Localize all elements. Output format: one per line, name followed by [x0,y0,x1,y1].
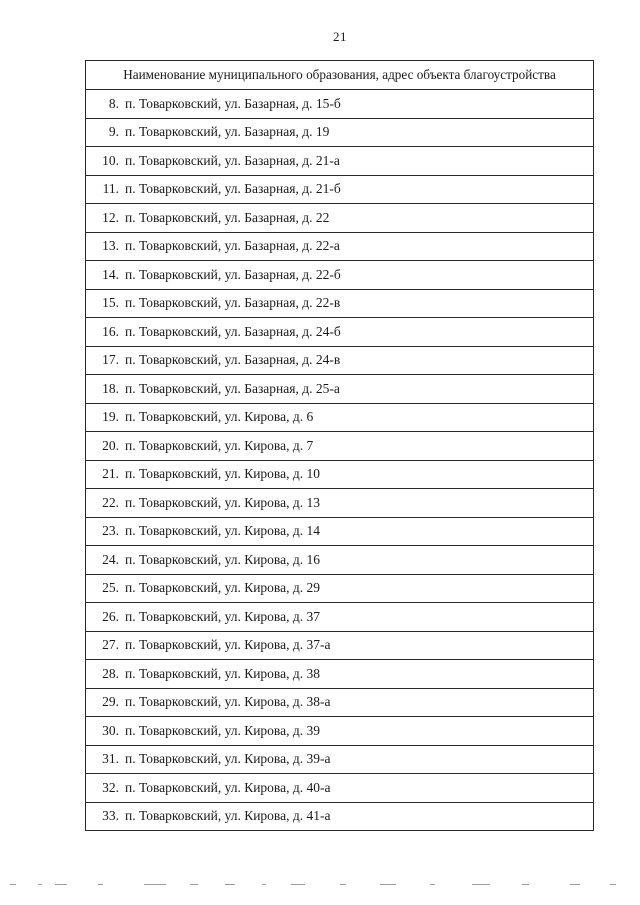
table-row [86,546,594,575]
table-cell [86,717,594,746]
table-row [86,660,594,689]
table-header-row [86,61,594,90]
address-table-container [85,60,594,831]
table-cell [86,261,594,290]
row-number: 20. [102,437,119,453]
row-number: 30. [102,722,119,738]
row-number: 19. [102,409,119,425]
table-cell [86,375,594,404]
row-number: 17. [102,352,119,368]
table-row [86,745,594,774]
row-number: 23. [102,523,119,539]
row-address: п. Товарковский, ул. Кирова, д. 7 [125,437,314,453]
table-cell [86,574,594,603]
row-address: п. Товарковский, ул. Базарная, д. 19 [125,124,330,140]
table-row [86,318,594,347]
table-row [86,631,594,660]
table-cell [86,147,594,176]
table-row [86,774,594,803]
row-address: п. Товарковский, ул. Базарная, д. 24-б [125,323,341,339]
row-address: п. Товарковский, ул. Кирова, д. 39-а [125,751,331,767]
table-row [86,517,594,546]
table-row [86,432,594,461]
table-cell [86,688,594,717]
row-address: п. Товарковский, ул. Кирова, д. 16 [125,551,320,567]
table-cell [86,232,594,261]
table-header: Наименование муниципального образования, адрес объекта благоустройства [86,61,594,90]
table-cell [86,774,594,803]
table-cell [86,546,594,575]
table-cell [86,460,594,489]
row-number: 15. [102,295,119,311]
row-number: 26. [102,608,119,624]
table-row [86,574,594,603]
row-number: 13. [102,238,119,254]
address-table [85,60,594,831]
row-address: п. Товарковский, ул. Базарная, д. 21-б [125,181,341,197]
row-address: п. Товарковский, ул. Кирова, д. 14 [125,523,320,539]
row-number: 25. [102,580,119,596]
row-address: п. Товарковский, ул. Кирова, д. 6 [125,409,314,425]
row-number: 28. [102,665,119,681]
scan-artifact-line [10,884,630,888]
row-number: 11. [102,181,119,197]
table-row [86,802,594,831]
table-cell [86,318,594,347]
table-cell [86,204,594,233]
table-row [86,118,594,147]
table-cell [86,517,594,546]
row-number: 29. [102,694,119,710]
row-address: п. Товарковский, ул. Кирова, д. 40-а [125,779,331,795]
row-address: п. Товарковский, ул. Базарная, д. 22-в [125,295,341,311]
table-cell [86,745,594,774]
table-cell [86,90,594,119]
table-row [86,289,594,318]
table-row [86,603,594,632]
table-row [86,489,594,518]
table-row [86,460,594,489]
table-cell [86,118,594,147]
row-address: п. Товарковский, ул. Базарная, д. 22 [125,209,330,225]
table-cell [86,631,594,660]
row-number: 10. [102,152,119,168]
table-row [86,204,594,233]
table-body [86,90,594,831]
row-number: 27. [102,637,119,653]
row-number: 8. [108,95,119,111]
table-row [86,175,594,204]
row-address: п. Товарковский, ул. Базарная, д. 24-в [125,352,341,368]
table-row [86,232,594,261]
row-address: п. Товарковский, ул. Базарная, д. 22-а [125,238,340,254]
table-cell [86,660,594,689]
row-address: п. Товарковский, ул. Базарная, д. 15-б [125,95,341,111]
row-address: п. Товарковский, ул. Кирова, д. 38 [125,665,320,681]
table-row [86,261,594,290]
row-address: п. Товарковский, ул. Кирова, д. 41-а [125,808,331,824]
row-address: п. Товарковский, ул. Базарная, д. 22-б [125,266,341,282]
table-row [86,375,594,404]
table-cell [86,403,594,432]
table-row [86,90,594,119]
table-cell [86,489,594,518]
row-number: 16. [102,323,119,339]
row-address: п. Товарковский, ул. Кирова, д. 37-а [125,637,331,653]
row-address: п. Товарковский, ул. Кирова, д. 13 [125,494,320,510]
row-address: п. Товарковский, ул. Кирова, д. 29 [125,580,320,596]
row-number: 14. [102,266,119,282]
table-cell [86,346,594,375]
table-row [86,147,594,176]
row-number: 32. [102,779,119,795]
table-row [86,346,594,375]
table-cell [86,175,594,204]
row-address: п. Товарковский, ул. Базарная, д. 25-а [125,380,340,396]
table-cell [86,603,594,632]
row-number: 12. [102,209,119,225]
row-number: 9. [108,124,119,140]
row-number: 24. [102,551,119,567]
row-number: 22. [102,494,119,510]
row-address: п. Товарковский, ул. Кирова, д. 38-а [125,694,331,710]
row-address: п. Товарковский, ул. Кирова, д. 39 [125,722,320,738]
page-number: 21 [333,29,347,44]
row-number: 21. [102,466,119,482]
table-row [86,403,594,432]
table-cell [86,802,594,831]
table-cell [86,289,594,318]
table-row [86,688,594,717]
row-number: 31. [102,751,119,767]
table-row [86,717,594,746]
row-address: п. Товарковский, ул. Базарная, д. 21-а [125,152,340,168]
table-cell [86,432,594,461]
row-address: п. Товарковский, ул. Кирова, д. 10 [125,466,320,482]
row-address: п. Товарковский, ул. Кирова, д. 37 [125,608,320,624]
row-number: 18. [102,380,119,396]
row-number: 33. [102,808,119,824]
